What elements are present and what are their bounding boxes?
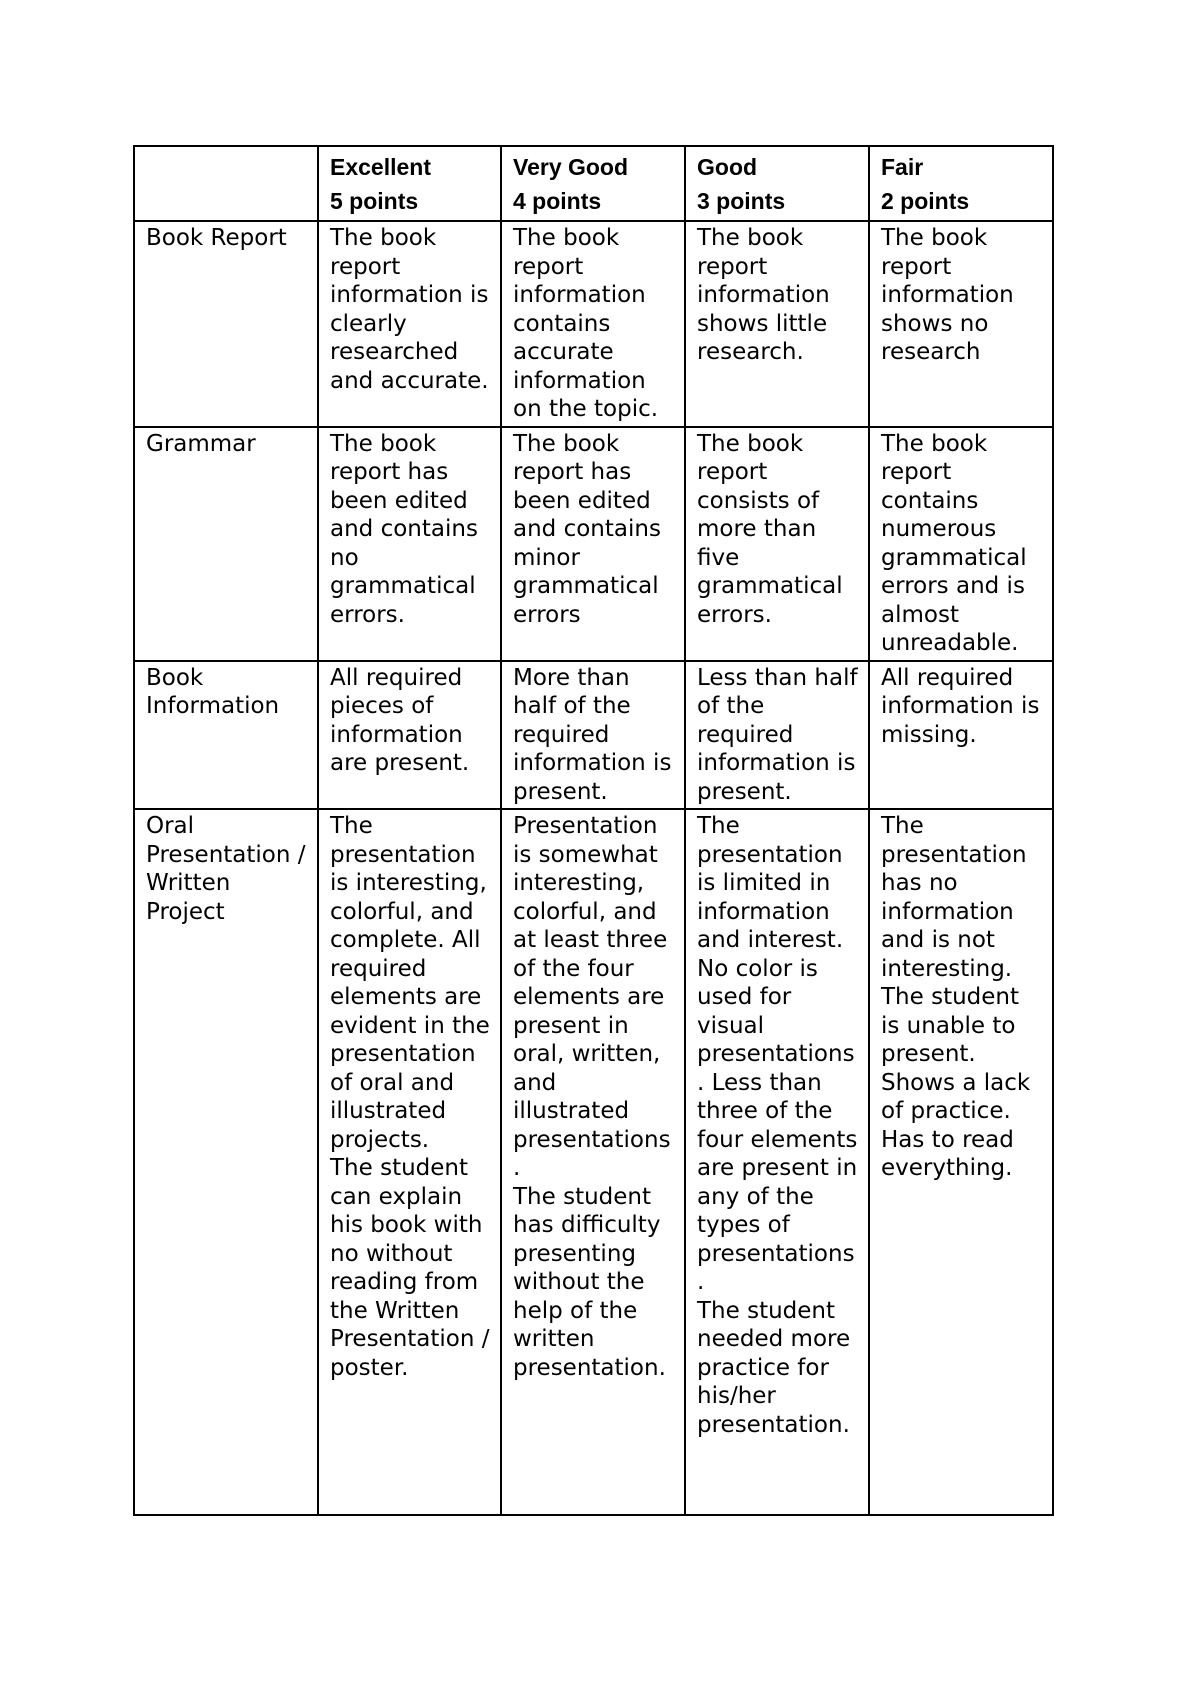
criterion-cell: Oral Presentation / Written Project bbox=[134, 809, 318, 1515]
criterion-cell: Book Information bbox=[134, 661, 318, 810]
level-points: 3 points bbox=[697, 188, 786, 214]
criterion-cell: Book Report bbox=[134, 221, 318, 427]
descriptor-cell: All required pieces of information are present. bbox=[318, 661, 501, 810]
level-points: 4 points bbox=[513, 188, 602, 214]
header-row bbox=[134, 146, 1053, 221]
descriptor-cell bbox=[318, 809, 501, 1515]
descriptor-cell bbox=[685, 809, 869, 1515]
descriptor-cell: The book report consists of more than five grammatical errors. bbox=[685, 427, 869, 661]
descriptor-paragraph: The presentation is interesting, colorful, and complete. All required elements are evident in the presentation of oral and illustrated projects. bbox=[330, 813, 490, 1153]
descriptor-cell: The book report information shows no research bbox=[869, 221, 1053, 427]
descriptor-cell: The book report has been edited and contains no grammatical errors. bbox=[318, 427, 501, 661]
descriptor-cell: The book report has been edited and contains minor grammatical errors bbox=[501, 427, 685, 661]
rubric-row-grammar bbox=[134, 427, 1053, 661]
descriptor-paragraph: Presentation is somewhat interesting, colorful, and at least three of the four elements are present in oral, written, and illustrated presentations. bbox=[513, 813, 671, 1181]
level-points: 2 points bbox=[881, 188, 970, 214]
level-points: 5 points bbox=[330, 188, 419, 214]
descriptor-cell: The book report information shows little research. bbox=[685, 221, 869, 427]
rubric-row-book-report bbox=[134, 221, 1053, 427]
header-criterion-cell bbox=[134, 146, 318, 221]
header-level-cell bbox=[869, 146, 1053, 221]
descriptor-paragraph: The presentation has no information and is not interesting. The student is unable to present. Shows a lack of practice. Has to read everything. bbox=[881, 813, 1031, 1181]
descriptor-cell bbox=[501, 809, 685, 1515]
descriptor-cell: All required information is missing. bbox=[869, 661, 1053, 810]
header-level-cell bbox=[501, 146, 685, 221]
header-level-cell bbox=[318, 146, 501, 221]
rubric-row-oral-presentation bbox=[134, 809, 1053, 1515]
rubric-row-book-information bbox=[134, 661, 1053, 810]
criterion-cell: Grammar bbox=[134, 427, 318, 661]
level-name: Fair bbox=[881, 154, 924, 180]
descriptor-cell: More than half of the required information is present. bbox=[501, 661, 685, 810]
descriptor-paragraph: The student can explain his book with no without reading from the Written Presentation / poster. bbox=[330, 1155, 490, 1381]
descriptor-cell bbox=[869, 809, 1053, 1515]
rubric-table bbox=[133, 145, 1054, 1516]
descriptor-paragraph: The student has difficulty presenting without the help of the written presentation. bbox=[513, 1183, 666, 1381]
descriptor-cell: The book report information contains accurate information on the topic. bbox=[501, 221, 685, 427]
header-level-cell bbox=[685, 146, 869, 221]
descriptor-cell: Less than half of the required information is present. bbox=[685, 661, 869, 810]
level-name: Excellent bbox=[330, 154, 431, 180]
descriptor-paragraph: The presentation is limited in information and interest. No color is used for visual presentations. Less than three of the four elements are present in any of the types of presentations. bbox=[697, 813, 858, 1295]
level-name: Good bbox=[697, 154, 758, 180]
descriptor-cell: The book report information is clearly researched and accurate. bbox=[318, 221, 501, 427]
level-name: Very Good bbox=[513, 154, 629, 180]
descriptor-cell: The book report contains numerous grammatical errors and is almost unreadable. bbox=[869, 427, 1053, 661]
descriptor-paragraph: The student needed more practice for his/her presentation. bbox=[697, 1297, 851, 1438]
